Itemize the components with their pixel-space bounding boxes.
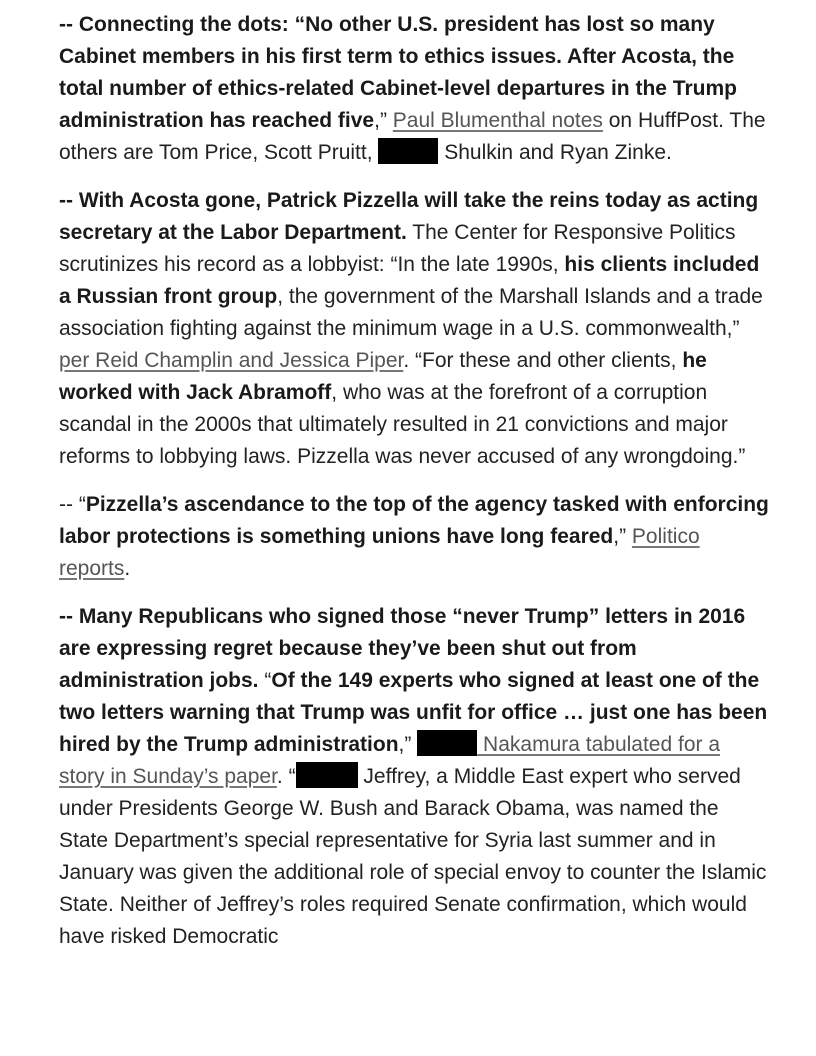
text: . — [124, 557, 131, 580]
paragraph-ethics-departures — [59, 9, 769, 169]
text: Shulkin and Ryan Zinke. — [438, 141, 672, 164]
bold-text: he worked with Jack Abramoff — [59, 349, 707, 404]
text: , who was at the forefront of a corruption scandal in the 2000s that ultimately resulted in 21 convictions and major reforms to lobbying laws. Pizzella was never accused of any wrongdoing.” — [59, 381, 746, 468]
text: The Center for Responsive Politics scrutinizes his record as a lobbyist: “In the late 1990s, — [59, 221, 736, 276]
bold-text: Of the 149 experts who signed at least one of the two letters warning that Trump was unfit for office … just one has been hired by the Trump administration — [59, 669, 768, 756]
text: -- “ — [59, 493, 86, 516]
paragraph-politico-unions — [59, 489, 769, 585]
text: on HuffPost. The others are Tom Price, Scott Pruitt, — [59, 109, 766, 164]
link-paul-blumenthal[interactable]: Paul Blumenthal notes — [392, 109, 603, 132]
text: , the government of the Marshall Islands and a trade association fighting against the minimum wage in a U.S. commonwealth,” — [59, 285, 763, 340]
text: . “ — [276, 765, 296, 788]
bold-lead: -- Many Republicans who signed those “never Trump” letters in 2016 are expressing regret because they’ve been shut out from administration jobs. — [59, 605, 746, 692]
text: ,” — [613, 525, 632, 548]
article-body — [59, 9, 769, 969]
bold-text: Pizzella’s ascendance to the top of the agency tasked with enforcing labor protections is something unions have long feared — [59, 493, 769, 548]
bold-lead: -- With Acosta gone, Patrick Pizzella will take the reins today as acting secretary at the Labor Department. — [59, 189, 759, 244]
link-nakamura-story[interactable]: Nakamura tabulated for a story in Sunday’s paper — [59, 733, 721, 788]
text: . “For these and other clients, — [403, 349, 683, 372]
link-reid-champlin-jessica-piper[interactable]: per Reid Champlin and Jessica Piper — [59, 349, 404, 372]
redaction-block — [296, 762, 358, 788]
text: “ — [258, 669, 272, 692]
text: ,” — [374, 109, 393, 132]
redaction-block — [378, 138, 438, 164]
text: Jeffrey, a Middle East expert who served under Presidents George W. Bush and Barack Obama, was named the State Department’s special representative for Syria last summer and in January was given the additional role of special envoy to counter the Islamic State. Neither of Jeffrey’s roles required Senate confirmation, which would have risked Democratic — [59, 765, 767, 948]
paragraph-pizzella-labor — [59, 185, 769, 473]
redaction-block — [417, 730, 477, 756]
bold-text: his clients included a Russian front group — [59, 253, 760, 308]
text: ,” — [398, 733, 418, 756]
paragraph-never-trump — [59, 601, 769, 953]
bold-lead: -- Connecting the dots: “No other U.S. president has lost so many Cabinet members in his first term to ethics issues. After Acosta, the total number of ethics-related Cabinet-level departures in the Trump administration has reached five — [59, 13, 737, 132]
link-politico-reports[interactable]: Politico reports — [59, 525, 700, 580]
